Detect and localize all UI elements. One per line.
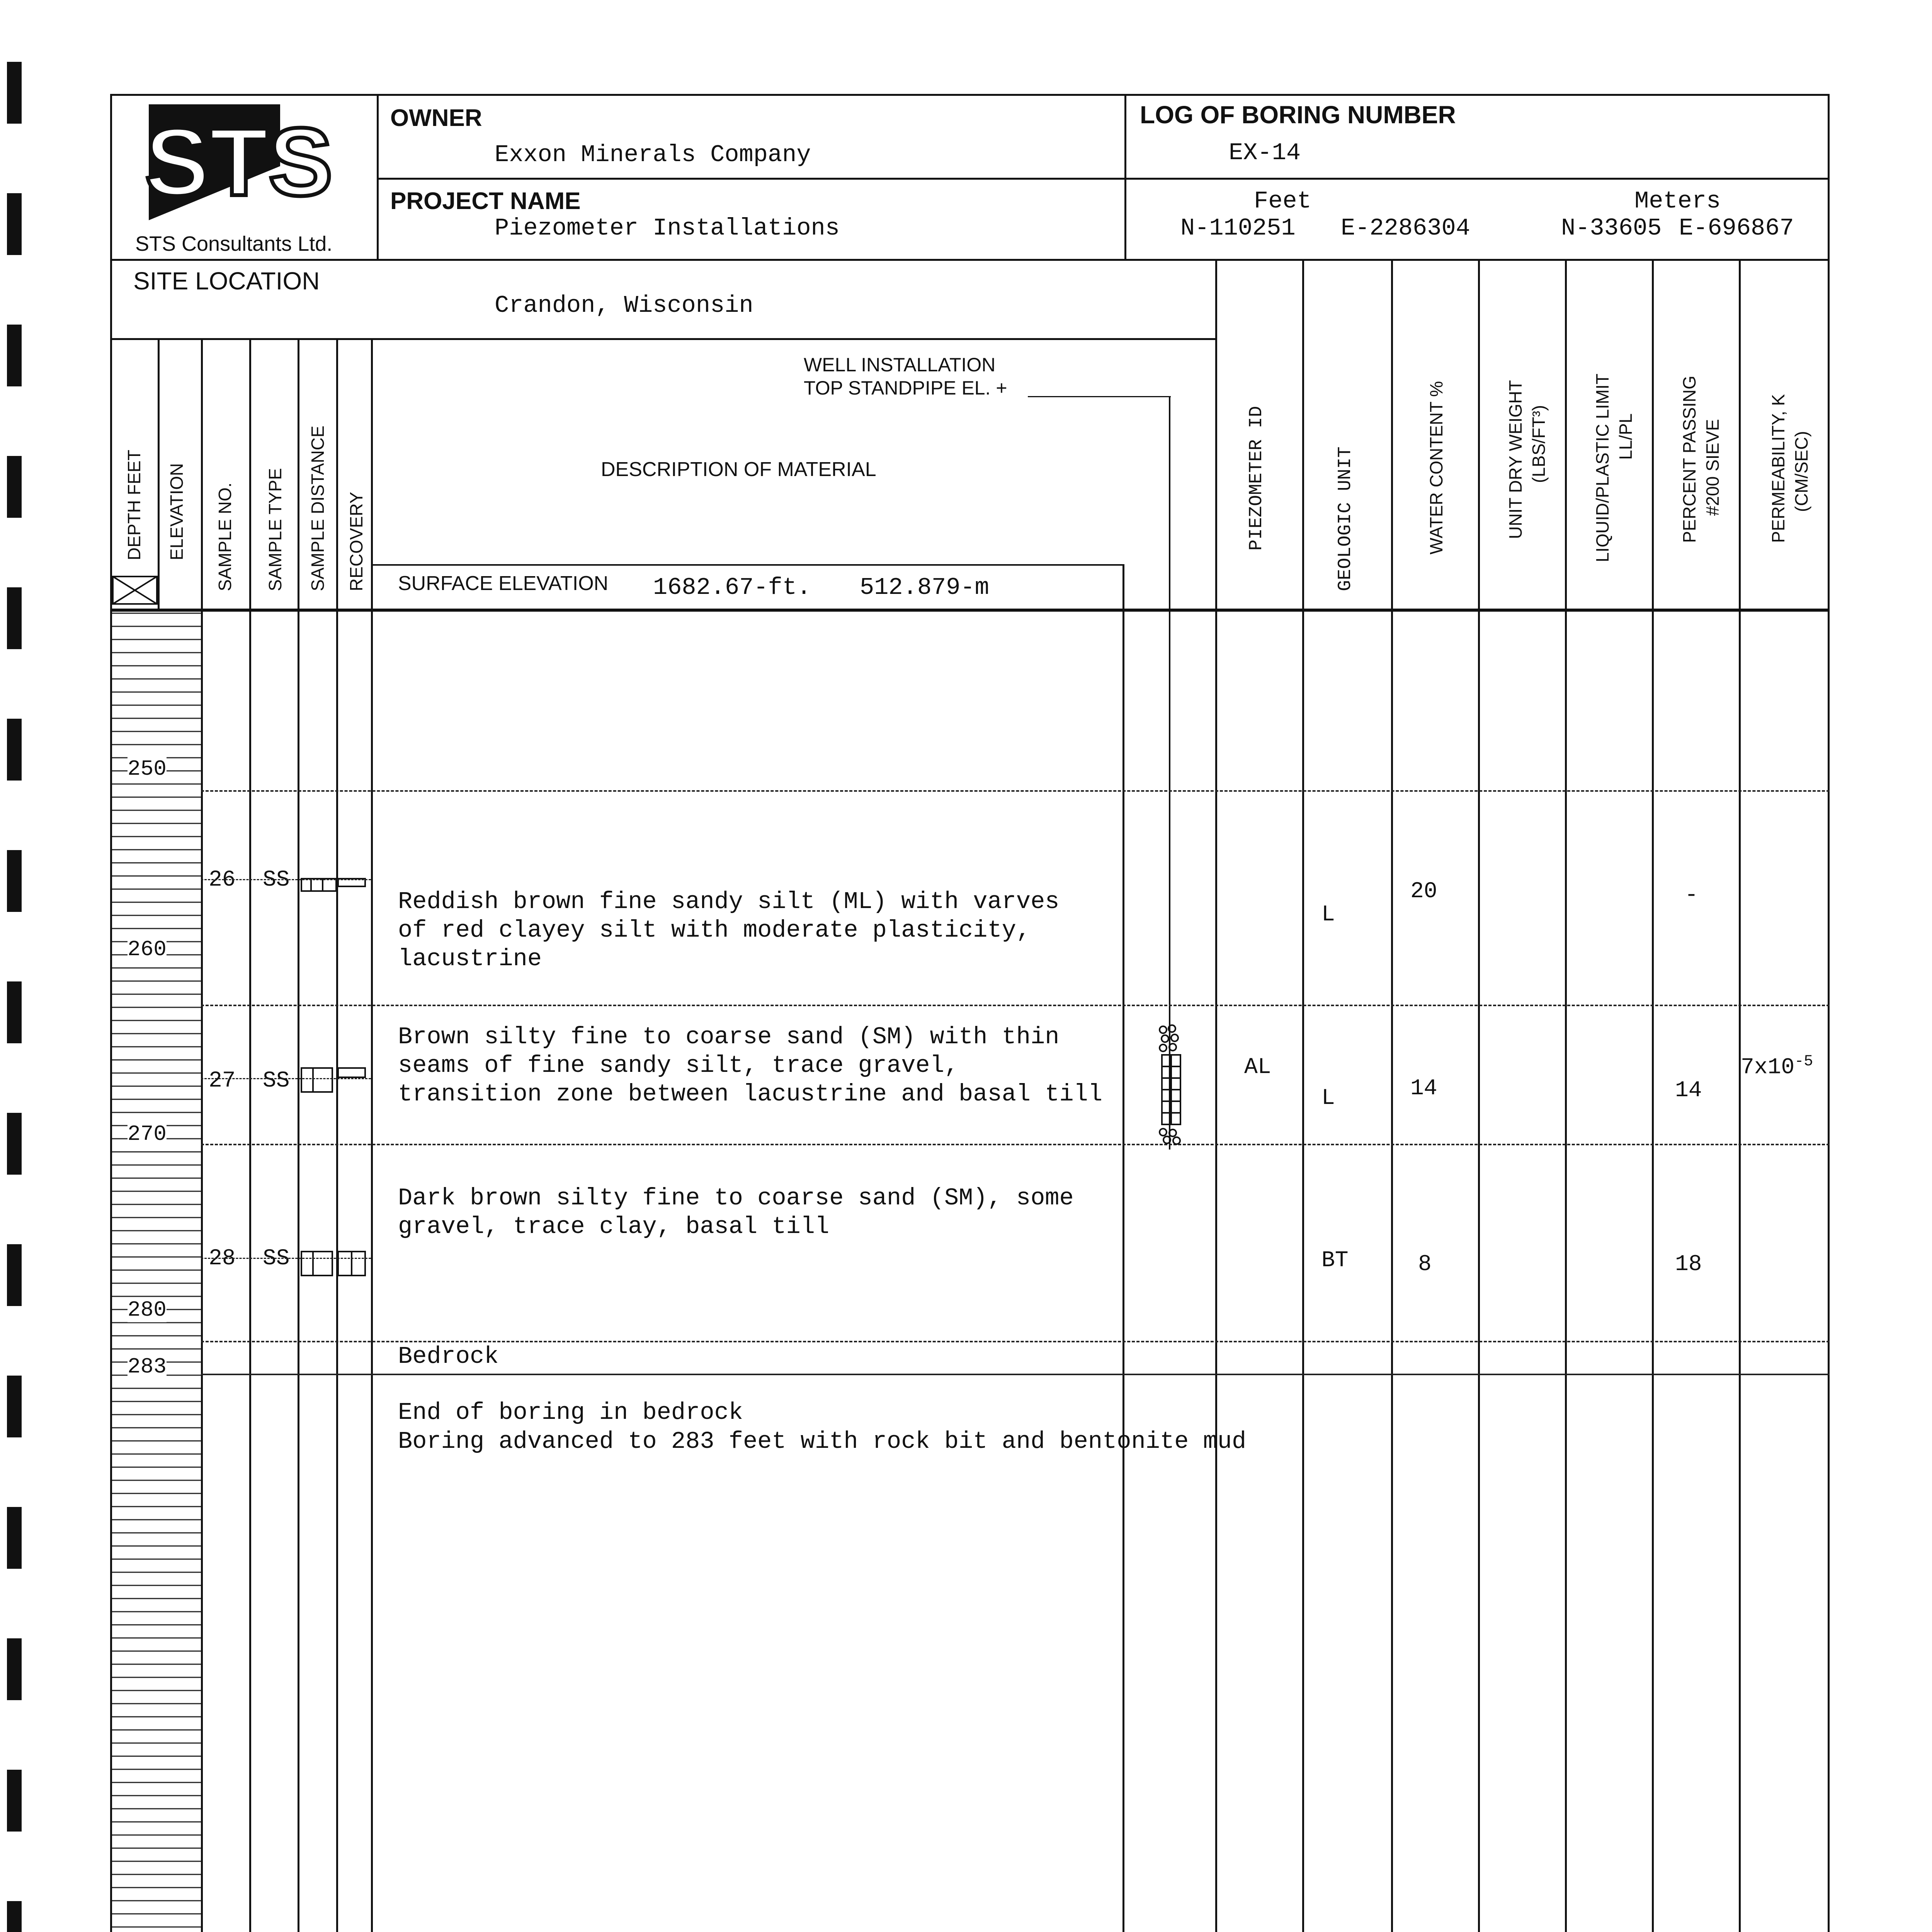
owner-label: OWNER	[390, 105, 482, 131]
sample-no-header: SAMPLE NO.	[215, 482, 235, 591]
layer-boundary	[201, 1144, 1830, 1145]
depth-mark: 280	[128, 1298, 167, 1322]
sample-type: SS	[263, 1068, 290, 1094]
percent-passing-value: 18	[1675, 1252, 1702, 1277]
binder-hole	[7, 1244, 22, 1306]
binder-hole	[7, 1113, 22, 1175]
meters-easting: E-696867	[1679, 214, 1794, 242]
geologic-unit-value: BT	[1321, 1248, 1349, 1273]
water-content-value: 14	[1410, 1076, 1437, 1101]
feet-label: Feet	[1254, 187, 1311, 215]
sample-type: SS	[263, 1246, 290, 1271]
depth-mark: 250	[128, 757, 167, 781]
binder-hole	[7, 1507, 22, 1569]
layer-boundary	[201, 790, 1830, 792]
layer-boundary	[201, 1341, 1830, 1342]
piezometer-id-value: AL	[1244, 1055, 1271, 1080]
permeability-units: (CM/SEC)	[1791, 431, 1811, 512]
depth-header: DEPTH FEET	[124, 449, 144, 560]
water-content-header: WATER CONTENT %	[1426, 381, 1446, 554]
surface-elevation-ft: 1682.67-ft.	[653, 574, 811, 601]
binder-hole	[7, 1901, 22, 1932]
surface-elevation-m: 512.879-m	[860, 574, 989, 601]
sample-distance-header: SAMPLE DISTANCE	[308, 425, 328, 591]
project-value: Piezometer Installations	[495, 214, 840, 242]
log-label: LOG OF BORING NUMBER	[1140, 101, 1456, 129]
binder-hole	[7, 1376, 22, 1437]
binder-hole	[7, 1770, 22, 1832]
liquid-plastic-header: LIQUID/PLASTIC LIMIT	[1592, 373, 1612, 562]
depth-scale	[112, 612, 201, 1932]
depth-mark: 260	[128, 937, 167, 962]
sample-type-header: SAMPLE TYPE	[265, 468, 285, 591]
permeability-value: $7x10^{-5}$	[1741, 1053, 1813, 1080]
binder-hole	[7, 850, 22, 912]
percent-passing-value: -	[1685, 883, 1698, 908]
geologic-unit-value: L	[1321, 1086, 1335, 1111]
percent-passing-sub: #200 SIEVE	[1702, 419, 1723, 516]
sts-logo	[133, 104, 333, 220]
feet-northing: N-110251	[1180, 214, 1296, 242]
water-content-value: 20	[1410, 879, 1437, 904]
meters-label: Meters	[1634, 187, 1721, 215]
sample-distance-marker	[299, 1066, 369, 1094]
binder-hole	[7, 1638, 22, 1700]
depth-mark: 283	[128, 1354, 167, 1379]
geologic-unit-value: L	[1321, 902, 1335, 927]
surface-elevation-label: SURFACE ELEVATION	[398, 572, 609, 595]
meters-northing: N-33605	[1561, 214, 1662, 242]
geologic-unit-header: GEOLOGIC UNIT	[1335, 446, 1356, 591]
svg-text:STS: STS	[145, 108, 333, 216]
percent-passing-header: PERCENT PASSING	[1679, 376, 1699, 543]
depth-x-box	[112, 576, 158, 605]
description-header: DESCRIPTION OF MATERIAL	[601, 458, 876, 481]
sample-type: SS	[263, 867, 290, 893]
binder-hole	[7, 719, 22, 781]
permeability-header: PERMEABILITY, K	[1768, 394, 1788, 543]
liquid-plastic-sub: LL/PL	[1616, 413, 1636, 460]
sample-no: 28	[209, 1246, 236, 1271]
percent-passing-value: 14	[1675, 1078, 1702, 1103]
binder-hole	[7, 193, 22, 255]
unit-dry-weight-header: UNIT DRY WEIGHT	[1505, 380, 1526, 539]
binder-hole	[7, 325, 22, 386]
log-value: EX-14	[1229, 139, 1301, 167]
owner-value: Exxon Minerals Company	[495, 141, 811, 168]
unit-dry-weight-units: (LBS/FT³)	[1529, 405, 1549, 483]
sample-no: 26	[209, 867, 236, 893]
elevation-header: ELEVATION	[167, 463, 187, 560]
top-standpipe-header: TOP STANDPIPE EL. +	[804, 377, 1007, 399]
end-note: Boring advanced to 283 feet with rock bit and bentonite mud	[398, 1428, 1247, 1455]
sample-no: 27	[209, 1068, 236, 1094]
bedrock-label: Bedrock	[398, 1343, 499, 1370]
piezometer-id-header: PIEZOMETER ID	[1246, 406, 1267, 551]
depth-mark: 270	[128, 1122, 167, 1146]
layer-boundary	[201, 1005, 1830, 1006]
sample-distance-marker	[299, 1250, 369, 1277]
recovery-header: RECOVERY	[346, 492, 366, 591]
binder-hole	[7, 981, 22, 1043]
site-label: SITE LOCATION	[133, 267, 320, 295]
binder-hole	[7, 62, 22, 124]
company-name: STS Consultants Ltd.	[135, 232, 333, 255]
binder-hole	[7, 456, 22, 518]
layer-boundary	[201, 1374, 1830, 1375]
binder-hole	[7, 587, 22, 649]
well-installation-header: WELL INSTALLATION	[804, 354, 996, 376]
site-value: Crandon, Wisconsin	[495, 292, 753, 319]
piezometer-screen-icon	[1153, 1024, 1188, 1148]
water-content-value: 8	[1418, 1252, 1432, 1277]
feet-easting: E-2286304	[1341, 214, 1470, 242]
end-note: End of boring in bedrock	[398, 1399, 743, 1426]
project-label: PROJECT NAME	[390, 188, 581, 214]
